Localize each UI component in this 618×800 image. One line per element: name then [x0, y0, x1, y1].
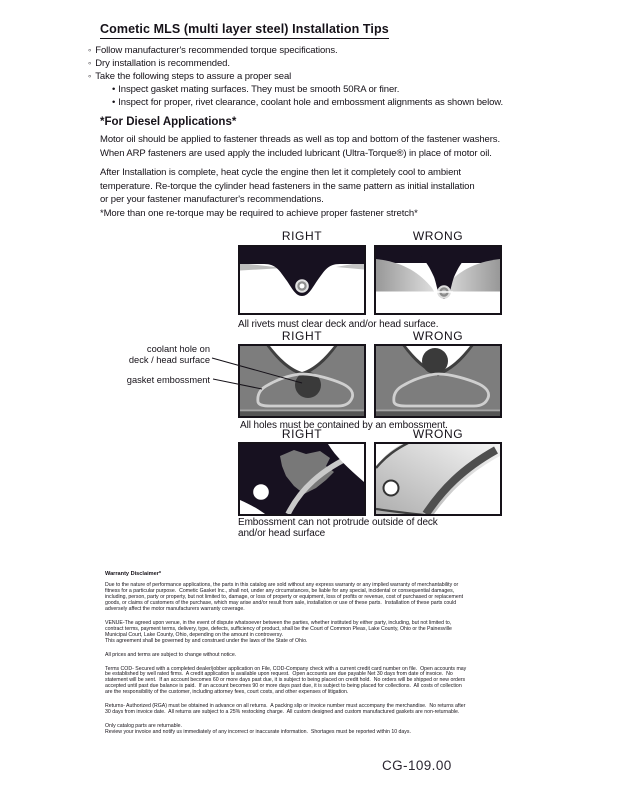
text-line: statement will be sent. If an account becomes 60 or more days past due, it is subject to being placed on credit hold. No orders will be shipped or new orders: [105, 677, 466, 684]
row3-wrong-label: WRONG: [412, 427, 464, 441]
disclaimer-paragraph-1: [105, 583, 520, 613]
text-line: Motor oil should be applied to fastener threads as well as top and bottom of the fastener washers.: [100, 134, 500, 145]
row2-right-label: RIGHT: [281, 329, 323, 343]
protrusion-right-diagram: [238, 442, 366, 516]
rivet-clearance-right-diagram: [238, 245, 366, 315]
embossment-leader-line: [213, 379, 262, 389]
protrusion-wrong-diagram: [374, 442, 502, 516]
coolant-hole-label: coolant hole on: [146, 344, 210, 354]
diesel-applications-heading: *For Diesel Applications*: [100, 116, 237, 128]
text-line: Embossment can not protrude outside of deck: [238, 517, 438, 528]
text-line: fitness for a particular purpose. Cometic Gasket Inc., shall not, under any circumstances, be liable for any special, incidental or consequential damages,: [105, 587, 455, 594]
disclaimer-paragraph-catalog: [105, 724, 520, 736]
text-line: or per your fastener manufacturer's recommendations.: [100, 194, 324, 205]
coolant-hole-label-line2: deck / head surface: [128, 355, 210, 365]
row3-right-label: RIGHT: [281, 427, 323, 441]
text-line: 30 days from invoice date. All returns are subject to a 25% restocking charge. All custom designed and custom manufactured gaskets are non-returnable.: [105, 709, 460, 716]
coolant-hole-leader-line: [212, 358, 302, 383]
row2-caption: All holes must be contained by an embossment.: [240, 420, 448, 431]
text-line: Municipal Court, Lake County, Ohio, depending on the amount in controversy.: [105, 631, 284, 638]
gasket-bottom-highlight: [376, 410, 500, 412]
text-line: goods, or claims of customers of the purchase, which may arise and/or result from sale, installation or use of these parts. Installation of these parts could: [105, 599, 457, 606]
diesel-paragraph-2: [100, 166, 475, 207]
bolt-hole: [253, 484, 269, 500]
disclaimer-paragraph-terms: [105, 667, 520, 697]
text-line: Only catalog parts are returnable.: [105, 723, 182, 730]
text-line: be established by well rated firms. A credit application is available upon request. Open accounts are due payable Net 30 days from date of invoice. No: [105, 671, 453, 678]
rivet-icon: [295, 279, 309, 293]
text-line: All prices and terms are subject to change without notice.: [105, 651, 237, 658]
text-line: When ARP fasteners are used apply the included lubricant (Ultra-Torque®) in place of motor oil.: [100, 147, 492, 159]
text-line: Terms COD- Secured with a completed dealer/jobber application on File, COD-Company check with a current credit card number on file. Open accounts may: [105, 665, 467, 672]
row1-caption: All rivets must clear deck and/or head surface.: [238, 319, 439, 330]
gasket-embossment-label: gasket embossment: [126, 375, 210, 385]
retorque-note: [100, 207, 418, 221]
gasket-bottom-highlight: [240, 410, 364, 412]
text-line: Review your invoice and notify us immediately of any incorrect or inaccurate information. Shortages must be reported within 10 days.: [105, 729, 411, 736]
text-line: ◦ Follow manufacturer's recommended torque specifications.: [88, 44, 338, 57]
text-line: • Inspect gasket mating surfaces. They must be smooth 50RA or finer.: [112, 83, 503, 96]
text-line: are the responsibility of the customer, including attorney fees, court costs, and other expenses of litigation.: [105, 689, 349, 696]
row1-wrong-label: WRONG: [412, 229, 464, 243]
text-line: This agreement shall be governed by and construed under the laws of the State of Ohio.: [105, 637, 308, 644]
text-line: • Inspect for proper, rivet clearance, coolant hole and embossment alignments as shown below.: [112, 96, 503, 109]
bolt-hole: [384, 481, 399, 496]
text-line: adversely affect the motor manufacturers warranty coverage.: [105, 605, 245, 612]
text-line: VENUE-The agreed upon venue, in the event of dispute whatsoever between the parties, whether instituted by either party, including, but not limited to,: [105, 619, 452, 626]
installation-tips-sublist: [112, 83, 503, 109]
page-code: CG-109.00: [382, 758, 452, 773]
text-line: accepted until past due balance is paid. If an account becomes 90 or more days past due, it is subject to being placed for collections. All costs of collection: [105, 683, 462, 690]
disclaimer-paragraph-prices: [105, 653, 520, 659]
text-line: Due to the nature of performance applications, the parts in this catalog are sold without any express warranty or any implied warranty of merchantability or: [105, 582, 459, 588]
coolant-hole-outside-embossment: [422, 348, 448, 374]
rivet-clearance-wrong-diagram: [374, 245, 502, 315]
text-line: temperature. Re-torque the cylinder head fasteners in the same pattern as initial installation: [100, 180, 475, 192]
text-line: ◦ Take the following steps to assure a proper seal: [88, 70, 338, 83]
diesel-paragraph-1: [100, 133, 500, 160]
disclaimer-paragraph-venue: [105, 621, 520, 645]
text-line: *More than one re-torque may be required to achieve proper fastener stretch*: [100, 208, 418, 219]
installation-tips-list: [88, 44, 338, 84]
row3-caption: [238, 517, 438, 539]
disclaimer-heading: Warranty Disclaimer*: [105, 571, 162, 577]
warranty-disclaimer: [105, 571, 520, 744]
text-line: Returns- Authorized (RGA) must be obtained in advance on all returns. A packing slip or invoice number must accompany the merchandise. No returns after: [105, 703, 466, 710]
disclaimer-paragraph-returns: [105, 704, 520, 716]
text-line: including, person, party or property, but not limited to, damage, or loss of property or equipment, loss of profits or revenue, cost of purchased or replacement: [105, 593, 464, 600]
embossment-wrong-diagram: [374, 344, 502, 418]
label-leader-lines: [210, 352, 320, 398]
row2-wrong-label: WRONG: [412, 329, 464, 343]
text-line: After Installation is complete, heat cycle the engine then let it completely cool to ambient: [100, 167, 461, 178]
text-line: contract terms, payment terms, delivery, type, defects, sufficiency of product, shall be the Court of Common Pleas, Lake County, Ohio or the Painesville: [105, 625, 452, 632]
text-line: ◦ Dry installation is recommended.: [88, 57, 338, 70]
gasket-bottom-strip: [376, 412, 500, 417]
row1-right-label: RIGHT: [281, 229, 323, 243]
gasket-bottom-strip: [240, 412, 364, 417]
page-title: Cometic MLS (multi layer steel) Installation Tips: [100, 22, 389, 39]
text-line: and/or head surface: [238, 528, 326, 539]
